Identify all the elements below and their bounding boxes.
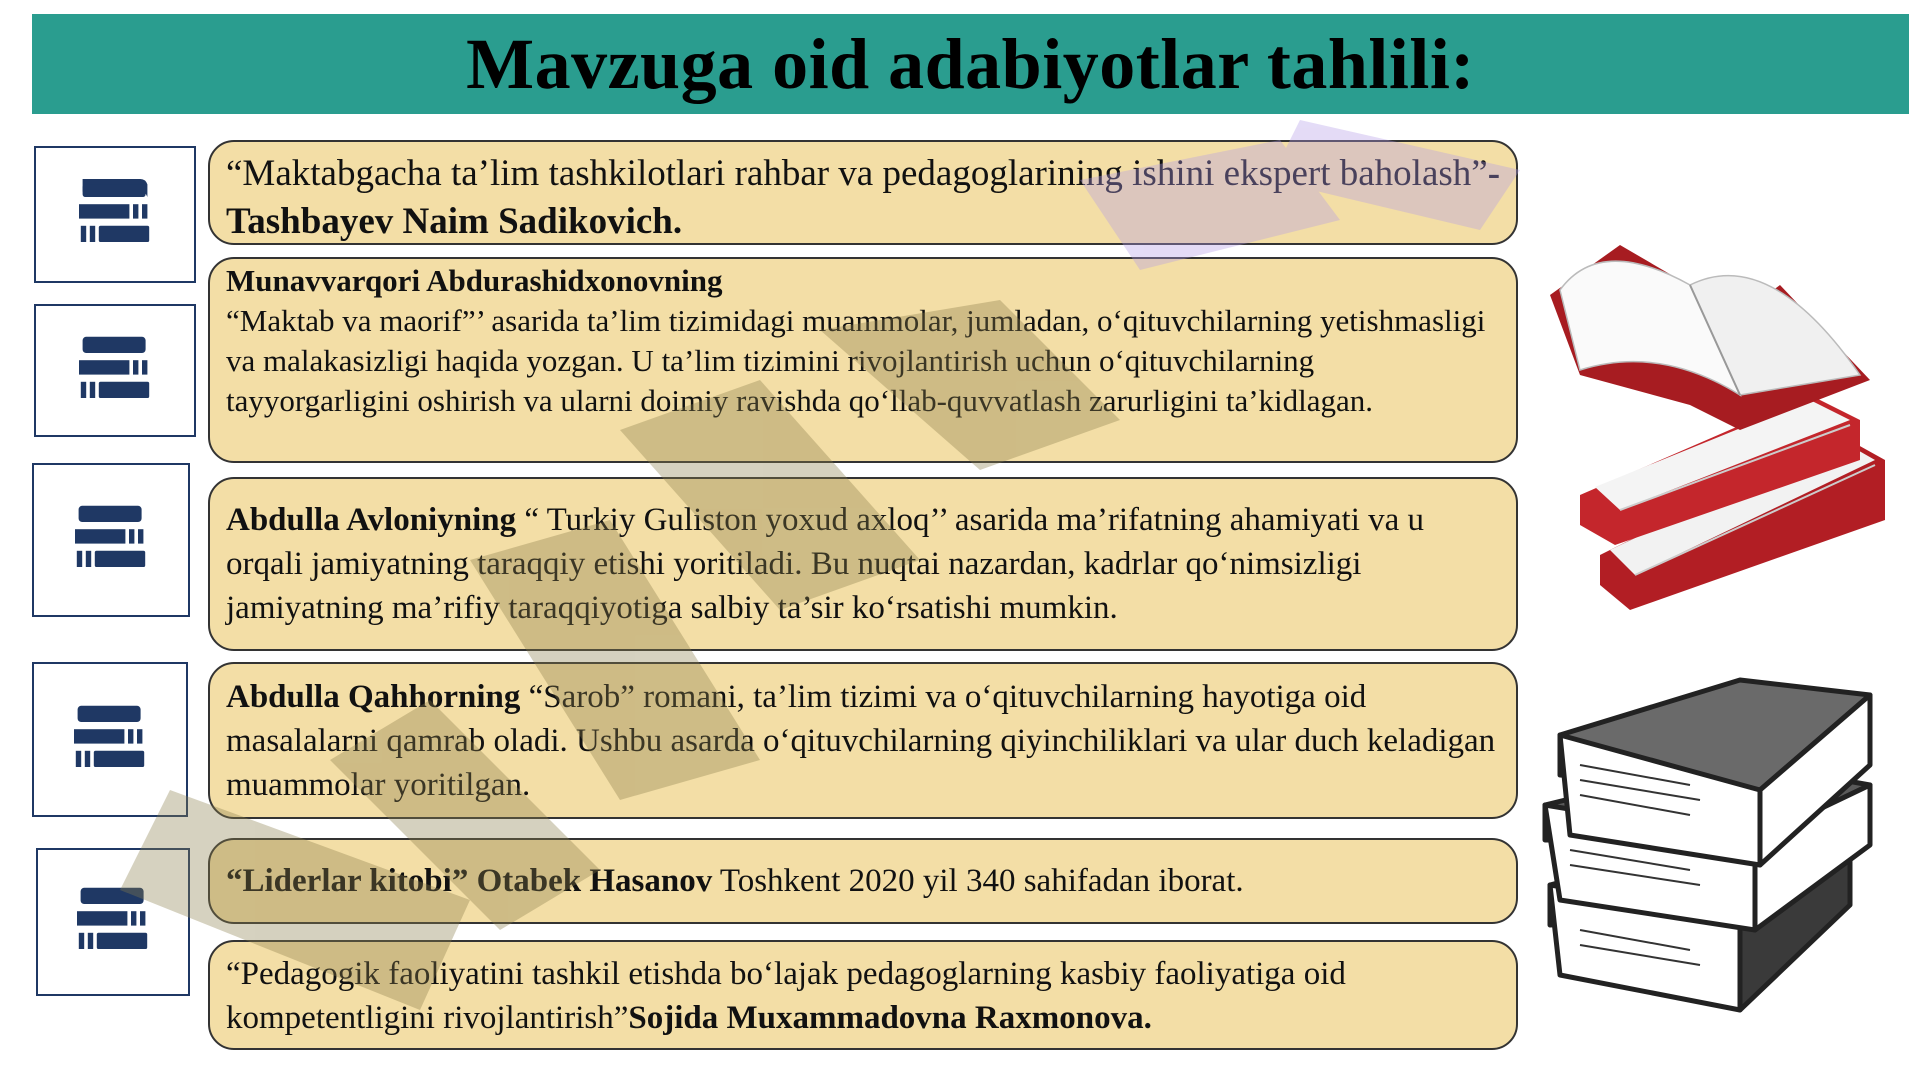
card-2-author: Munavvarqori Abdurashidxonovning [226, 263, 723, 298]
literature-card-5 [208, 838, 1518, 924]
card-5-author: “Liderlar kitobi” Otabek Hasanov [226, 863, 713, 899]
literature-card-1 [208, 140, 1518, 245]
books-icon [65, 690, 155, 790]
card-5-text: Toshkent 2020 yil 340 sahifadan iborat. [712, 863, 1244, 899]
card-4-text: “Sarob” romani, ta’lim tizimi va o‘qituvchilarning hayotiga oid masalalarni qamrab oladi. Ushbu asarda o‘qituvchilarning qiyinchiliklari va ular duch keladigan muammolar yoritilgan. [226, 678, 1496, 803]
card-2-text: “Maktab va maorif”’ asarida ta’lim tizimidagi muammolar, jumladan, o‘qituvchilarning yetishmasligi va malakasizligi haqida yozgan. U ta’lim tizimini rivojlantirish uchun o‘qituvchilarning tayyorgarligini oshirish va ularni doimiy ravishda qo‘llab-quvvatlash zarurligini ta’kidlagan. [226, 303, 1486, 418]
card-6-author: Sojida Muxammadovna Raxmonova. [628, 1000, 1152, 1036]
books-icon [70, 170, 160, 260]
literature-card-2 [208, 257, 1518, 463]
books-icon-box [32, 463, 190, 617]
books-icon-box [36, 848, 190, 996]
title-bar [32, 14, 1909, 114]
page-title: Mavzuga oid adabiyotlar tahlili: [466, 23, 1475, 104]
red-books-illustration [1540, 225, 1890, 615]
card-1-author: -Tashbayev Naim Sadikovich. [226, 153, 1501, 242]
books-icon [70, 326, 160, 416]
card-4-author: Abdulla Qahhorning [226, 678, 521, 715]
card-3-text: “ Turkiy Guliston yoxud axloq’’ asarida ma’rifatning ahamiyati va u orqali jamiyatning taraqqiy etishi yoritiladi. Bu nuqtai nazardan, kadrlar qo‘nimsizligi jamiyatning ma’rifiy taraqqiyotiga salbiy ta’sir ko‘rsatishi mumkin. [226, 502, 1425, 626]
books-icon-box [34, 146, 196, 283]
card-1-text: “Maktabgacha ta’lim tashkilotlari rahbar va pedagoglarining ishini ekspert baholash” [226, 153, 1488, 194]
grey-books-illustration [1540, 675, 1890, 1015]
literature-card-6 [208, 940, 1518, 1050]
card-6-text: “Pedagogik faoliyatini tashkil etishda bo‘lajak pedagoglarning kasbiy faoliyatiga oid kompetentligini rivojlantirish” [226, 956, 1346, 1036]
literature-card-3 [208, 477, 1518, 651]
books-icon [68, 872, 158, 972]
books-icon-box [32, 662, 188, 817]
books-icon-box [34, 304, 196, 437]
card-3-author: Abdulla Avloniyning [226, 502, 517, 538]
books-icon [66, 490, 156, 590]
literature-card-4 [208, 662, 1518, 819]
